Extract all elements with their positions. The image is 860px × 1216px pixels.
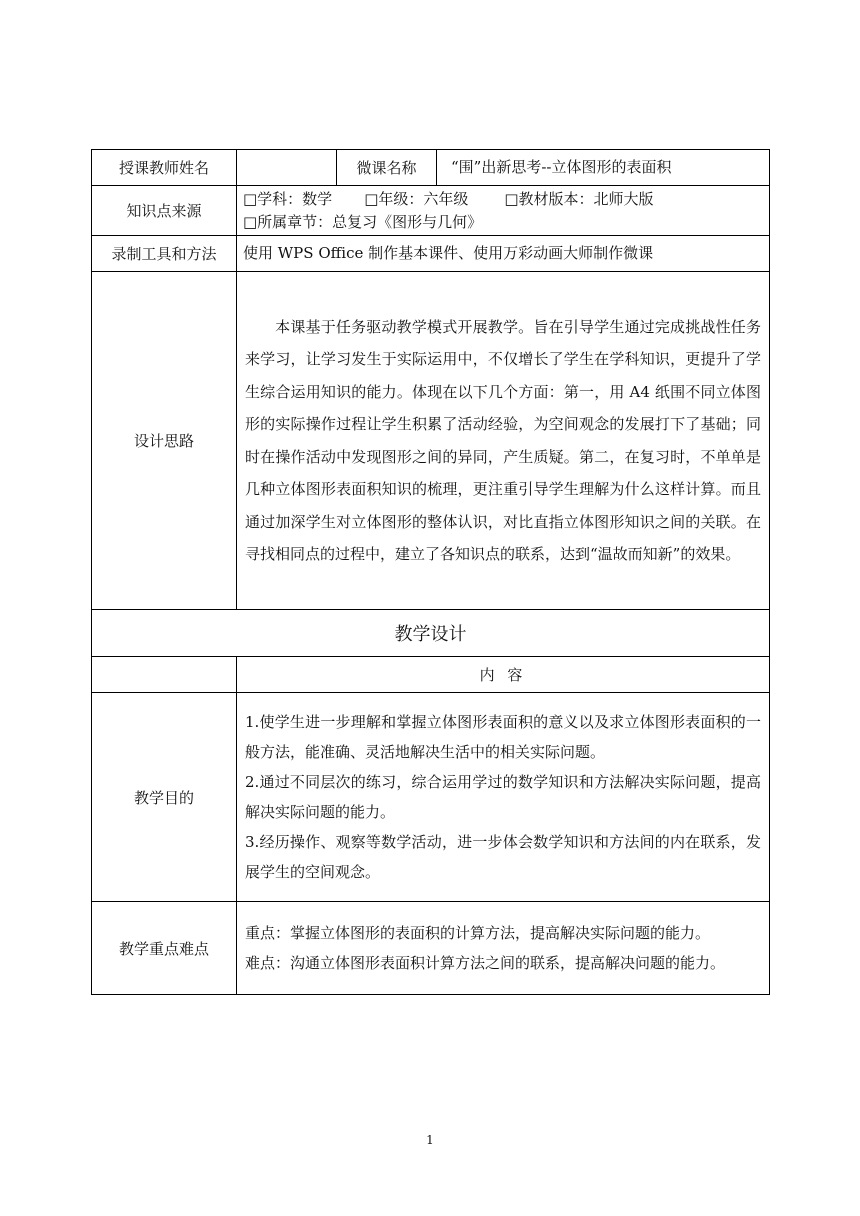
course-name-label: 微课名称 xyxy=(337,150,437,186)
grade-checkbox-item: □年级：六年级 xyxy=(364,189,469,208)
goals-row xyxy=(92,693,770,902)
keypoints-row xyxy=(92,902,770,995)
knowledge-source-label: 知识点来源 xyxy=(92,186,237,236)
design-idea-text xyxy=(237,272,770,610)
design-idea-row xyxy=(92,272,770,610)
goal-item: 2.通过不同层次的练习，综合运用学过的数学知识和方法解决实际问题，提高解决实际问题的能力。 xyxy=(245,773,761,821)
content-header-row xyxy=(92,657,770,693)
subject-checkbox-item: □学科：数学 xyxy=(243,189,333,208)
keypoints-label: 教学重点难点 xyxy=(92,902,237,995)
tools-row xyxy=(92,236,770,272)
design-idea-paragraph: 本课基于任务驱动教学模式开展教学。旨在引导学生通过完成挑战性任务来学习，让学习发生于实际运用中，不仅增长了学生在学科知识，更提升了学生综合运用知识的能力。体现在以下几个方面：第一，用 A4 纸围不同立体图形的实际操作过程让学生积累了活动经验，为空间观念的发展打下了基础；同时在操作活动中发现图形之间的异同，产生质疑。第二，在复习时，不单单是几种立体图形表面积知识的梳理，更注重引导学生理解为什么这样计算。而且通过加深学生对立体图形的整体认识，对比直指立体图形知识之间的关联。在寻找相同点的过程中，建立了各知识点的联系，达到“温故而知新”的效果。 xyxy=(245,317,761,563)
knowledge-source-value xyxy=(237,186,770,236)
section-title-row xyxy=(92,610,770,657)
tools-method-label: 录制工具和方法 xyxy=(92,236,237,272)
teacher-course-row xyxy=(92,150,770,186)
content-header-blank xyxy=(92,657,237,693)
teacher-name-value xyxy=(237,150,337,186)
knowledge-source-row xyxy=(92,186,770,236)
chapter-checkbox-item: □所属章节：总复习《图形与几何》 xyxy=(243,212,483,231)
course-name-value: “围”出新思考--立体图形的表面积 xyxy=(437,150,770,186)
keypoint-item: 难点：沟通立体图形表面积计算方法之间的联系，提高解决问题的能力。 xyxy=(245,954,726,972)
teacher-name-label: 授课教师姓名 xyxy=(92,150,237,186)
tools-method-value: 使用 WPS Office 制作基本课件、使用万彩动画大师制作微课 xyxy=(237,236,770,272)
teaching-goals-content xyxy=(237,693,770,902)
edition-checkbox-item: □教材版本：北师大版 xyxy=(504,189,654,208)
lesson-design-form xyxy=(91,149,770,995)
keypoint-item: 重点：掌握立体图形的表面积的计算方法，提高解决实际问题的能力。 xyxy=(245,924,711,942)
page-number: 1 xyxy=(426,1133,434,1147)
teaching-goals-label: 教学目的 xyxy=(92,693,237,902)
design-idea-label: 设计思路 xyxy=(92,272,237,610)
content-header: 内 容 xyxy=(237,657,770,693)
goal-item: 1.使学生进一步理解和掌握立体图形表面积的意义以及求立体图形表面积的一般方法，能准确、灵活地解决生活中的相关实际问题。 xyxy=(245,713,761,761)
section-title: 教学设计 xyxy=(92,610,770,657)
source-line-1 xyxy=(243,188,763,211)
goal-item: 3.经历操作、观察等数学活动，进一步体会数学知识和方法间的内在联系，发展学生的空间观念。 xyxy=(245,833,761,881)
keypoints-content xyxy=(237,902,770,995)
